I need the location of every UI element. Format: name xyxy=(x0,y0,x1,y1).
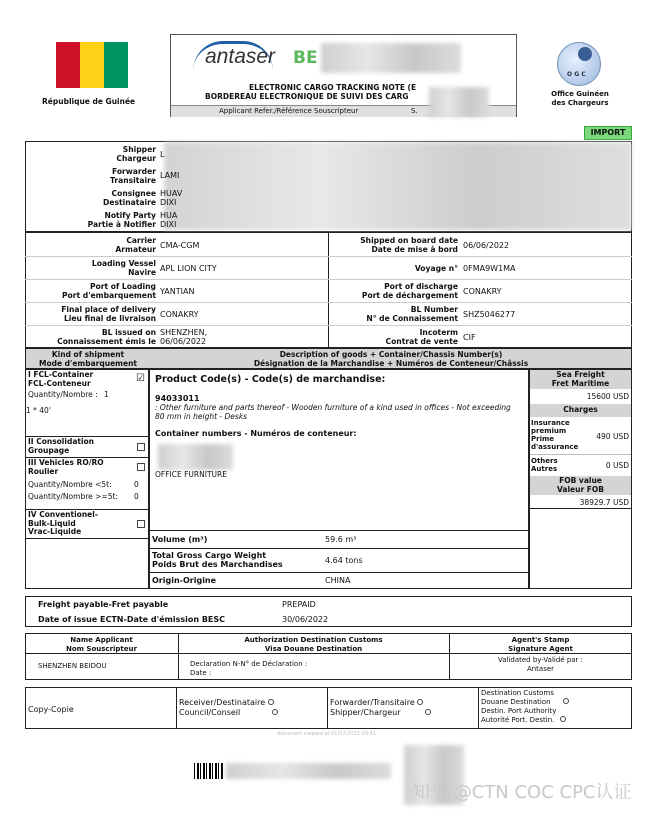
kind-header xyxy=(26,351,150,368)
applicant-ref-value: S. xyxy=(411,107,418,115)
cust-fr: Visa Douane Destination xyxy=(264,644,363,653)
row-value: 06/06/2022 xyxy=(463,241,510,250)
label-en: Port of Loading xyxy=(89,282,156,291)
divider xyxy=(327,687,328,729)
divider xyxy=(149,572,529,573)
ogc-logo xyxy=(557,42,601,86)
fob-en: FOB value xyxy=(559,476,602,485)
row-sep xyxy=(25,279,632,280)
row-value: CMA-CGM xyxy=(160,241,200,250)
row-value: APL LION CITY xyxy=(160,264,217,273)
shipment-header xyxy=(25,348,632,369)
declaration-date: Date : xyxy=(190,669,212,677)
row-label xyxy=(30,305,156,323)
option-label: Forwarder/Transitaire xyxy=(330,698,415,707)
created-note: document created at 01/07/2022 03:41 xyxy=(277,731,376,737)
fcl-qty xyxy=(28,390,109,399)
divider xyxy=(530,508,631,509)
fcl-detail: 1 * 40' xyxy=(26,406,51,415)
validated-by xyxy=(449,656,632,673)
desc-en: Description of goods + Container/Chassis Number(s) xyxy=(279,350,503,359)
label-fr: Port de déchargement xyxy=(361,291,458,300)
row-value: SHENZHEN, 06/06/2022 xyxy=(160,328,208,346)
row-value: CONAKRY xyxy=(160,310,199,319)
bulk-label xyxy=(28,511,98,537)
option-label: Council/Conseil xyxy=(179,708,241,717)
others-value: 0 USD xyxy=(605,461,629,470)
agent-en: Agent's Stamp xyxy=(511,636,570,644)
label-en: Voyage n° xyxy=(414,264,458,273)
label-fr: Contrat de vente xyxy=(385,337,458,346)
app-en: Name Applicant xyxy=(70,636,133,644)
lcl-checkbox[interactable] xyxy=(137,443,145,451)
fcl-checkbox[interactable]: ☑ xyxy=(136,373,145,384)
ogc-text: O G C xyxy=(567,71,586,78)
valid-value: Antaser xyxy=(526,664,555,673)
consignee-label xyxy=(30,189,156,207)
label-en: Carrier xyxy=(126,236,156,245)
row-label xyxy=(30,236,156,254)
row-value: SHZ5046277 xyxy=(463,310,516,319)
office-name: Office Guinéen des Chargeurs xyxy=(551,90,609,107)
radio[interactable] xyxy=(560,716,566,722)
product-desc: : Other furniture and parts thereof - Wooden furniture of a kind used in offices - Not exceeding 80 mm in height - Desks xyxy=(155,403,511,421)
copy-council[interactable] xyxy=(179,708,278,717)
label-fr: N° de Connaissement xyxy=(366,314,458,323)
origin-value: CHINA xyxy=(325,576,351,585)
notify-value: HUA DIXI xyxy=(160,211,178,229)
product-code-title: Product Code(s) - Code(s) de marchandise: xyxy=(155,374,386,385)
notify-label xyxy=(30,211,156,229)
cust-en: Authorization Destination Customs xyxy=(244,636,383,644)
label-en: Shipper xyxy=(122,145,156,154)
applicant-name: SHENZHEN BEIDOU xyxy=(38,662,107,670)
declaration: Declaration N-N° de Déclaration : xyxy=(190,660,308,668)
kind-fr: Mode d'embarquement xyxy=(39,358,137,368)
radio[interactable] xyxy=(425,709,431,715)
label-en: BL issued on xyxy=(101,328,156,337)
veh-qty1 xyxy=(28,480,139,489)
option-label: Receiver/Destinataire xyxy=(179,698,266,707)
brand-logo: antaser xyxy=(205,45,276,68)
veh-q2-label: Quantity/Nombre >=5t: xyxy=(28,492,118,501)
row-sep xyxy=(25,256,632,257)
option-label: Destination Customs xyxy=(481,689,554,697)
radio[interactable] xyxy=(272,709,278,715)
forwarder-label xyxy=(30,167,156,185)
bulk-checkbox[interactable] xyxy=(137,520,145,528)
veh-q2-value: 0 xyxy=(134,492,139,501)
copy-forwarder[interactable] xyxy=(330,698,423,707)
kind-column xyxy=(25,369,149,589)
brand-tail: BE xyxy=(293,48,318,68)
redaction xyxy=(164,142,632,230)
label-fr: Armateur xyxy=(115,245,156,254)
title-en: ELECTRONIC CARGO TRACKING NOTE (E xyxy=(249,83,417,92)
charges-header: Charges xyxy=(530,404,631,417)
row-label xyxy=(330,328,458,346)
header-box xyxy=(170,34,517,117)
issue-date-label: Date of issue ECTN-Date d'émission BESC xyxy=(38,615,226,624)
shipper-label xyxy=(30,145,156,163)
row-value: CIF xyxy=(463,333,476,342)
country-name: République de Guinée xyxy=(42,97,136,106)
insurance-label: Insurance premium Prime d'assurance xyxy=(531,419,579,451)
veh-en: III Vehicles RO/RO xyxy=(28,458,104,467)
agent-header xyxy=(449,636,632,653)
insurance-value: 490 USD xyxy=(596,432,629,441)
kind-en: Kind of shipment xyxy=(51,350,125,359)
sea-freight-header xyxy=(530,370,631,389)
divider xyxy=(328,232,329,348)
vehicles-checkbox[interactable] xyxy=(137,463,145,471)
label-fr: Transitaire xyxy=(110,176,156,185)
row-label xyxy=(330,305,458,323)
divider xyxy=(530,454,631,455)
option-label: Autorité Port. Destin. xyxy=(481,716,555,724)
applicant-ref-label: Applicant Refer./Référence Souscripteur xyxy=(219,107,359,115)
label-fr: Connaissement émis le xyxy=(57,337,156,346)
bulk-fr2: Vrac-Liquide xyxy=(28,527,82,536)
sea-en: Sea Freight xyxy=(556,370,605,379)
app-fr: Nom Souscripteur xyxy=(66,644,137,653)
volume-label: Volume (m³) xyxy=(152,535,208,544)
guinea-flag xyxy=(56,42,128,90)
option-label: Destin. Port Authority xyxy=(481,707,557,715)
others-label: Others Autres xyxy=(531,457,558,473)
issue-date-value: 30/06/2022 xyxy=(282,615,329,624)
veh-fr: Roulier xyxy=(28,466,59,476)
veh-q1-label: Quantity/Nombre <5t: xyxy=(28,480,112,489)
label-fr: Lieu final de livraison xyxy=(63,314,156,323)
row-label xyxy=(30,259,156,277)
label-en: Notify Party xyxy=(104,211,156,220)
shipper-value: L xyxy=(160,150,165,159)
row-label xyxy=(30,282,156,300)
sea-fr: Fret Maritime xyxy=(551,378,610,388)
origin-label: Origin-Origine xyxy=(152,576,217,585)
copy-dest-customs[interactable] xyxy=(481,689,569,725)
agent-fr: Signature Agent xyxy=(508,644,573,653)
divider xyxy=(176,687,177,729)
vehicles-label xyxy=(28,459,104,476)
row-sep xyxy=(25,302,632,303)
row-label xyxy=(330,264,458,273)
weight-label xyxy=(152,551,283,569)
copy-label: Copy-Copie xyxy=(28,705,74,714)
copy-shipper[interactable] xyxy=(330,708,431,717)
volume-value: 59.6 m³ xyxy=(325,535,357,544)
customs-header xyxy=(178,636,449,653)
divider xyxy=(478,687,479,729)
label-en: Consignee xyxy=(111,189,156,198)
qty-value: 1 xyxy=(104,390,109,399)
redaction xyxy=(321,43,461,73)
qty-label: Quantity/Nombre : xyxy=(28,390,98,399)
divider xyxy=(25,653,632,654)
valid-label: Validated by-Validé par : xyxy=(497,656,584,664)
lcl-label xyxy=(28,438,94,455)
label-fr: Partie à Notifier xyxy=(87,220,156,229)
label-fr: Navire xyxy=(128,268,156,277)
watermark: 知乎 @CTN COC CPC认证 xyxy=(412,782,632,803)
ogc-globe xyxy=(578,47,592,61)
sea-freight-value: 15600 USD xyxy=(586,392,629,401)
row-label xyxy=(330,282,458,300)
fob-value: 38929.7 USD xyxy=(579,498,629,507)
label-en: Forwarder xyxy=(111,167,156,176)
redaction xyxy=(429,87,489,117)
bulk-en: IV Conventionel- xyxy=(28,510,98,519)
fcl-fr: FCL-Conteneur xyxy=(28,378,91,388)
row-value: YANTIAN xyxy=(160,287,195,296)
divider xyxy=(25,538,149,539)
lcl-en: II Consolidation xyxy=(28,437,95,446)
redaction xyxy=(158,444,233,470)
label-en: Incoterm xyxy=(419,328,458,337)
divider xyxy=(149,548,529,549)
label-fr: Date de mise à bord xyxy=(371,245,458,254)
option-label: Shipper/Chargeur xyxy=(330,708,401,717)
veh-q1-value: 0 xyxy=(134,480,139,489)
weight-en: Total Gross Cargo Weight xyxy=(152,551,267,560)
copy-receiver[interactable] xyxy=(179,698,274,707)
fcl-en: I FCL-Container xyxy=(28,370,94,379)
bulk-fr: Bulk-Liquid xyxy=(28,518,76,528)
label-fr: Destinataire xyxy=(103,198,156,207)
row-value: 0FMA9W1MA xyxy=(463,264,516,273)
lcl-fr: Groupage xyxy=(28,445,70,455)
freight-payable-label: Freight payable-Fret payable xyxy=(38,600,169,609)
weight-fr: Poids Brut des Marchandises xyxy=(152,560,283,569)
row-sep xyxy=(25,325,632,326)
veh-qty2 xyxy=(28,492,139,501)
label-en: BL Number xyxy=(410,305,458,314)
radio[interactable] xyxy=(268,699,274,705)
applicant-header xyxy=(25,636,178,653)
import-badge: IMPORT xyxy=(584,126,632,140)
option-label: Douane Destination xyxy=(481,698,551,706)
weight-value: 4.64 tons xyxy=(325,556,363,565)
barcode xyxy=(194,763,224,779)
freight-payable-value: PREPAID xyxy=(282,600,316,609)
label-en: Loading Vessel xyxy=(91,259,156,268)
product-code: 94033011 xyxy=(155,394,200,403)
label-en: Final place of delivery xyxy=(61,305,156,314)
fob-fr: Valeur FOB xyxy=(557,484,604,494)
fob-header xyxy=(530,476,631,495)
radio[interactable] xyxy=(563,698,569,704)
divider xyxy=(149,530,529,531)
label-en: Shipped on board date xyxy=(360,236,458,245)
fcl-label xyxy=(28,371,93,388)
label-fr: Port d'embarquement xyxy=(61,291,156,300)
label-fr: Chargeur xyxy=(116,154,156,163)
consignee-value: HUAV DIXI xyxy=(160,189,183,207)
title-fr: BORDEREAU ELECTRONIQUE DE SUIVI DES CARG xyxy=(205,92,409,101)
row-value: CONAKRY xyxy=(463,287,502,296)
forwarder-value: LAMI xyxy=(160,171,180,180)
row-label xyxy=(30,328,156,346)
desc-header xyxy=(150,351,632,368)
container-value: OFFICE FURNITURE xyxy=(155,470,227,479)
label-en: Port of discharge xyxy=(384,282,458,291)
desc-fr: Désignation de la Marchandise + Numéros de Conteneur/Châssis xyxy=(253,358,529,368)
container-title: Container numbers - Numéros de conteneur: xyxy=(155,429,357,438)
row-label xyxy=(330,236,458,254)
redaction xyxy=(226,763,391,779)
radio[interactable] xyxy=(417,699,423,705)
